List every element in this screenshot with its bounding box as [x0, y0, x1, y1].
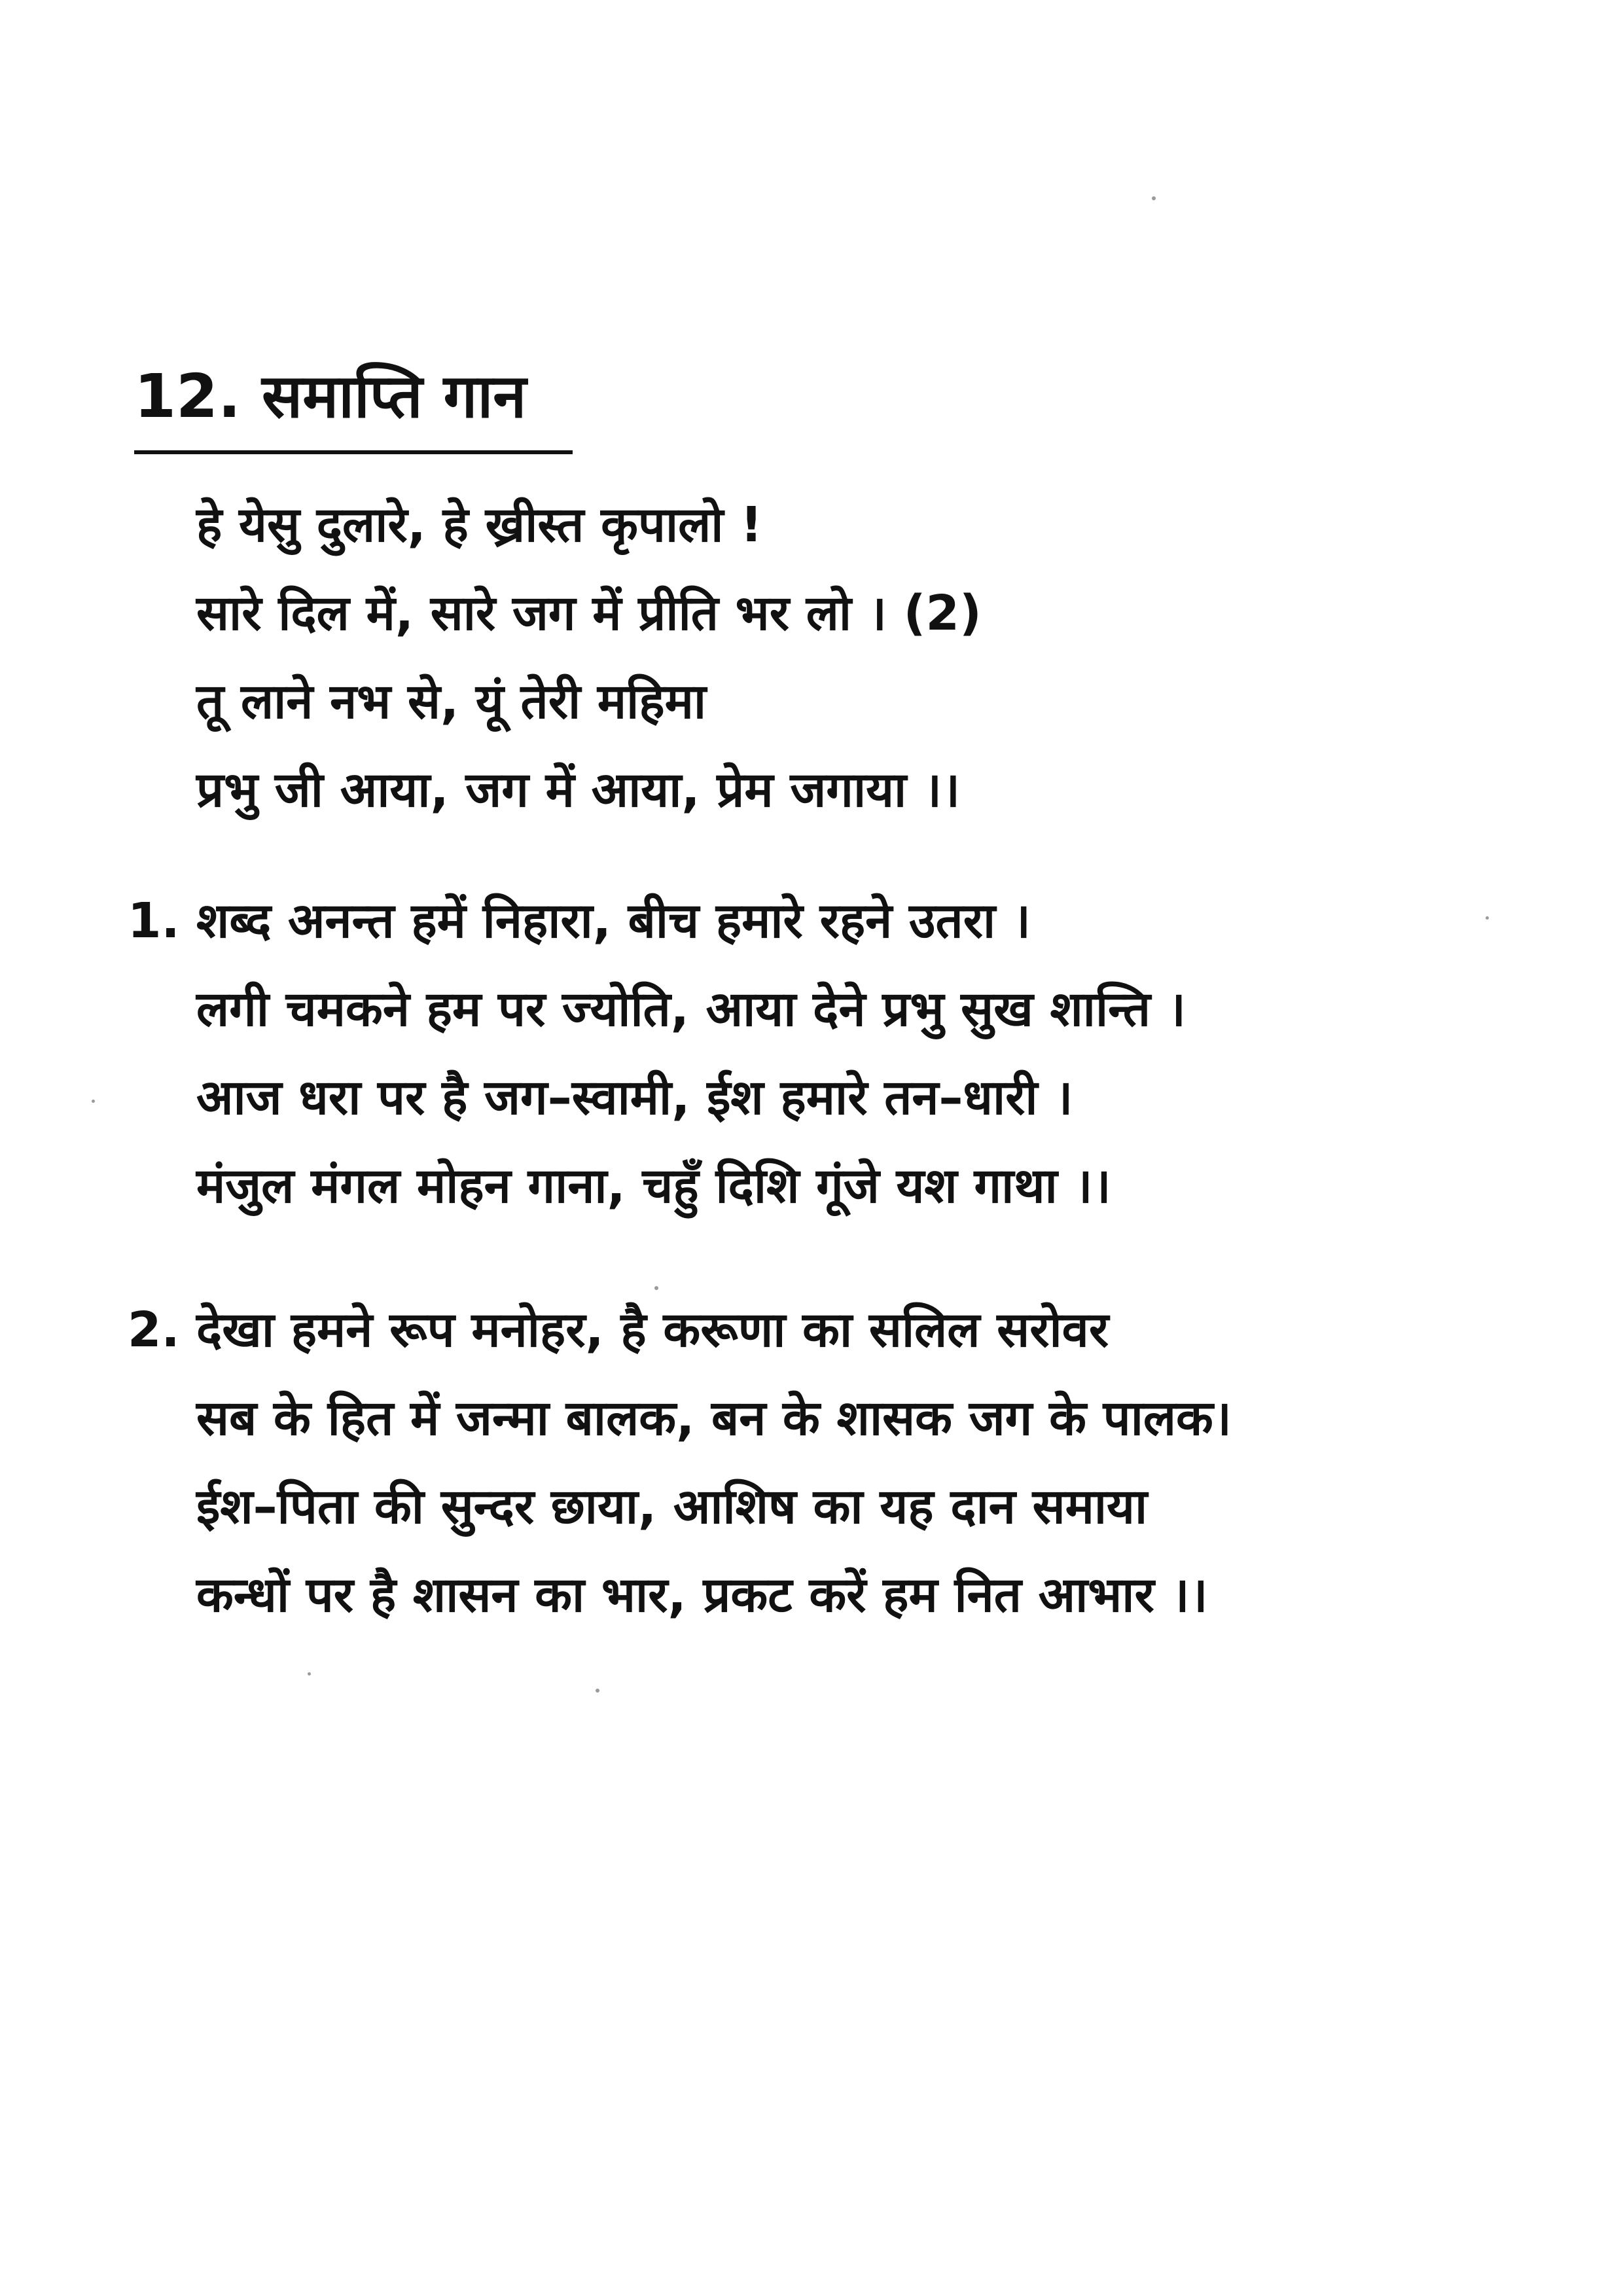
title-underline — [134, 450, 573, 454]
verse-number: 1. — [128, 893, 180, 949]
verse-number: 2. — [128, 1302, 180, 1358]
verse-line: कन्धों पर है शासन का भार, प्रकट करें हम नित आभार ।। — [196, 1567, 1208, 1623]
chorus-line: हे येसु दुलारे, हे ख्रीस्त कृपालो ! — [196, 497, 762, 553]
verse-line: मंजुल मंगल मोहन गाना, चहुँ दिशि गूंजे यश गाथा ।। — [196, 1158, 1111, 1214]
scan-speck — [596, 1689, 599, 1693]
verse-line: आज धरा पर है जग–स्वामी, ईश हमारे तन–धारी । — [196, 1069, 1073, 1126]
chorus-line: तू लाने नभ से, यूं तेरी महिमा — [196, 673, 707, 730]
verse-line: ईश–पिता की सुन्दर छाया, आशिष का यह दान समाया — [196, 1479, 1148, 1535]
song-title: 12. समाप्ति गान — [134, 361, 527, 431]
scan-speck — [654, 1286, 658, 1290]
verse-line: लगी चमकने हम पर ज्योति, आया देने प्रभु सुख शान्ति । — [196, 981, 1186, 1037]
scan-speck — [92, 1100, 95, 1103]
verse-line: शब्द अनन्त हमें निहारा, बीच हमारे रहने उतरा । — [196, 893, 1031, 949]
verse-line: सब के हित में जन्मा बालक, बन के शासक जग के पालक। — [196, 1390, 1232, 1446]
scan-speck — [308, 1672, 311, 1676]
scan-speck — [1152, 196, 1156, 200]
scan-speck — [1486, 916, 1489, 920]
verse-line: देखा हमने रूप मनोहर, है करूणा का सलिल सरोवर — [196, 1302, 1109, 1358]
chorus-line: सारे दिल में, सारे जग में प्रीति भर लो । (2) — [196, 585, 982, 641]
chorus-line: प्रभु जी आया, जग में आया, प्रेम जगाया ।। — [196, 762, 961, 818]
